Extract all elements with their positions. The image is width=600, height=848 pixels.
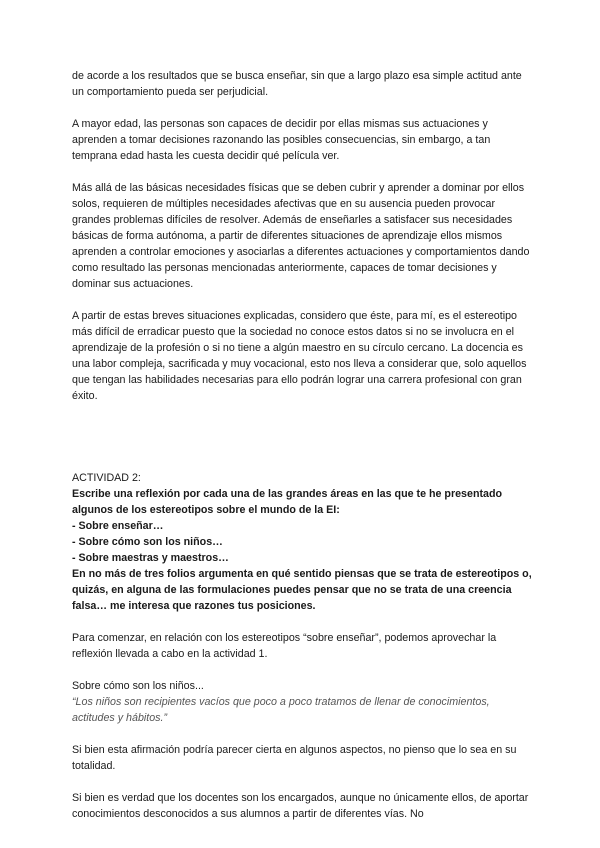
activity-title: ACTIVIDAD 2:: [72, 472, 141, 484]
body-paragraph: Si bien esta afirmación podría parecer cierta en algunos aspectos, no pienso que lo sea en su totalidad.: [72, 744, 517, 772]
body-paragraph: Más allá de las básicas necesidades físicas que se deben cubrir y aprender a dominar por ellos solos, requieren de múltiples necesidades afectivas que en su ausencia pueden provocar grandes problemas difíciles de resolver. Además de enseñarles a satisfacer sus necesidades básicas de forma autónoma, a partir de diferentes situaciones de aprendizaje ellos mismos aprenden a controlar emociones y asociarlas a diferentes actuaciones y comportamientos dando como resultado las personas mencionadas anteriormente, capaces de tomar decisiones y dominar sus actuaciones.: [72, 182, 530, 290]
stereotype-quote: “Los niños son recipientes vacíos que poco a poco tratamos de llenar de conocimientos, actitudes y hábitos.”: [72, 696, 490, 724]
prompt-intro: Escribe una reflexión por cada una de las grandes áreas en las que te he presentado algunos de los estereotipos sobre el mundo de la EI:: [72, 488, 503, 516]
prompt-item: - Sobre maestras y maestros…: [72, 552, 229, 564]
body-paragraph: A partir de estas breves situaciones explicadas, considero que éste, para mí, es el estereotipo más difícil de erradicar puesto que la sociedad no conoce estos datos si no se involucra en el aprendizaje de la profesión o si no tiene a algún maestro en su círculo cercano. La docencia es una labor compleja, sacrificada y muy vocacional, esto nos lleva a considerar que, solo aquellos que tengan las habilidades necesarias para ello podrán lograr una carrera profesional con gran éxito.: [72, 310, 527, 402]
prompt-outro: En no más de tres folios argumenta en qué sentido piensas que se trata de estereotipos o, quizás, en alguna de las formulaciones puedes pensar que no se trata de una creencia falsa… me interesa que razones tus posiciones.: [72, 568, 532, 612]
body-paragraph: Si bien es verdad que los docentes son los encargados, aunque no únicamente ellos, de aportar conocimientos desconocidos a sus alumnos a partir de diferentes vías. No: [72, 792, 529, 820]
section-heading: Sobre cómo son los niños...: [72, 680, 204, 692]
page-content: [72, 68, 532, 838]
prompt-item: - Sobre enseñar…: [72, 520, 164, 532]
body-paragraph: A mayor edad, las personas son capaces de decidir por ellas mismas sus actuaciones y aprenden a tomar decisiones razonando las posibles consecuencias, sin embargo, a tan temprana edad hasta les cuesta decidir qué película ver.: [72, 118, 491, 162]
blank-space: [72, 420, 532, 470]
body-paragraph: de acorde a los resultados que se busca enseñar, sin que a largo plazo esa simple actitud ante un comportamiento pueda ser perjudicial.: [72, 70, 522, 98]
prompt-item: - Sobre cómo son los niños…: [72, 536, 223, 548]
answer-intro: Para comenzar, en relación con los estereotipos “sobre enseñar”, podemos aprovechar la reflexión llevada a cabo en la actividad 1.: [72, 632, 497, 660]
activity-prompt: [72, 486, 532, 614]
